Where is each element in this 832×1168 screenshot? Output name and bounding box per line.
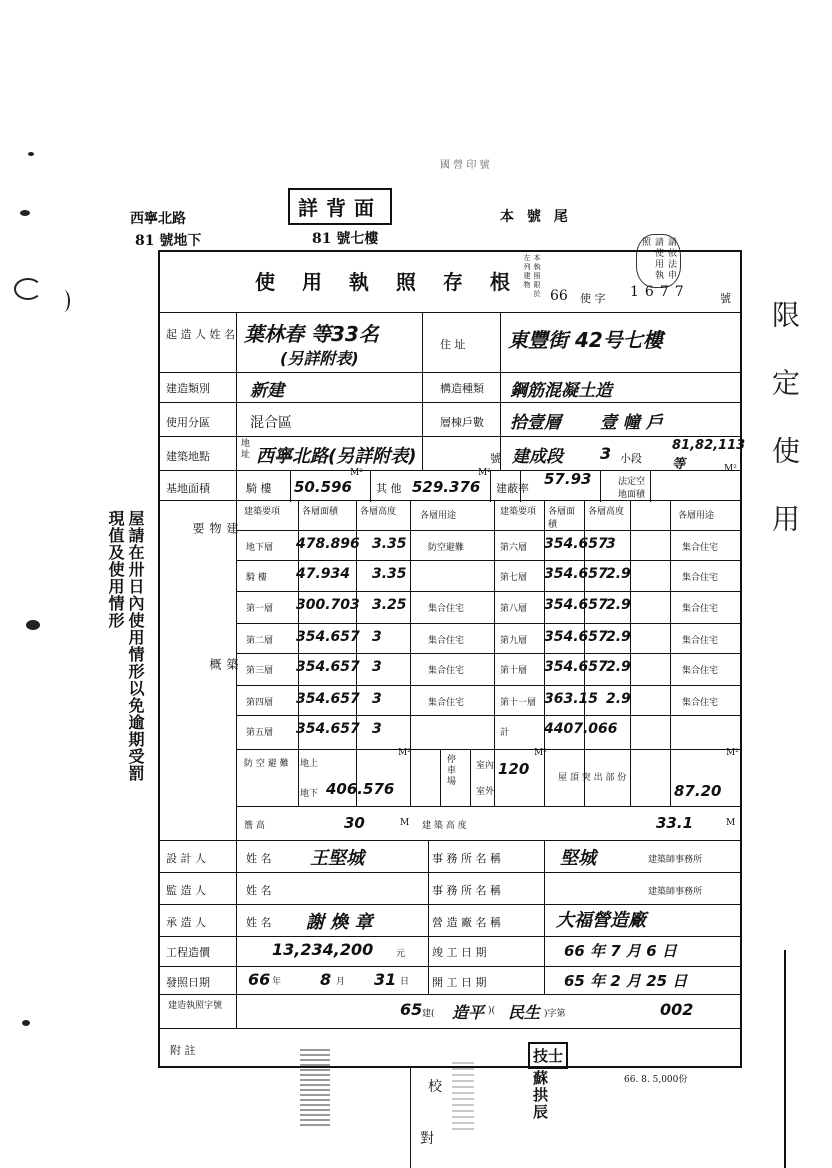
floor-area: 354.657 — [296, 721, 360, 737]
land-area-label: 基地面積 — [166, 482, 210, 495]
shelter-down-value: 406.576 — [326, 780, 395, 798]
arcade-label: 騎 樓 — [246, 482, 272, 495]
parking-unit: M² — [534, 748, 547, 758]
floor-name-right: 第八層 — [500, 604, 528, 614]
middle-address: 81 號七樓 — [312, 231, 379, 247]
floor-area: 47.934 — [296, 566, 351, 582]
contractor-name: 謝 煥 章 — [306, 912, 373, 933]
license-number: 1677 — [630, 284, 690, 300]
scan-mark — [58, 290, 70, 312]
floor-height-right: 2.9 — [606, 659, 631, 675]
contractor-name-label: 姓 名 — [246, 916, 272, 929]
floor-height-right: 2.9 — [606, 597, 631, 613]
vertical-rule — [410, 1068, 411, 1168]
address-value: 東豐街 42号七樓 — [508, 328, 663, 352]
builder-label: 起 造 人 姓 名 — [166, 328, 235, 341]
scan-speck — [22, 1020, 30, 1026]
designer-office-label: 事 務 所 名 稱 — [432, 852, 501, 865]
floor-name-right: 第十一層 — [500, 698, 537, 708]
floors-label: 層棟戶數 — [440, 416, 484, 429]
parking-out-label: 室外 — [476, 787, 495, 797]
roof-unit: M² — [726, 748, 739, 758]
parking-in-label: 室內 — [476, 761, 495, 771]
floor-name-right: 第七層 — [500, 573, 528, 583]
scan-mark — [14, 278, 42, 300]
left-address-line2: 81 號地下 — [135, 233, 202, 249]
floor-use-right: 集合住宅 — [682, 636, 719, 646]
floor-use-right: 集合住宅 — [682, 573, 719, 583]
open-space-unit: M² — [724, 464, 737, 474]
lot-number: 81,82,113等 — [672, 438, 746, 472]
floor-height-right: 3 — [606, 536, 616, 552]
license-prefix: 66 — [550, 288, 568, 304]
scan-speck — [20, 210, 30, 216]
floor-height: 3.25 — [372, 597, 407, 613]
floor-height: 3 — [372, 659, 382, 675]
type-label: 建造類別 — [166, 382, 210, 395]
technician-name-stamp: 蘇拱辰 — [531, 1070, 549, 1121]
floor-name: 第二層 — [246, 636, 274, 646]
print-note: 66. 8. 5,000份 — [624, 1075, 688, 1085]
floor-height: 3 — [372, 721, 382, 737]
col-head-item: 建築要項 — [244, 507, 281, 517]
issue-year: 66 — [248, 970, 271, 989]
floor-area-right: 354.657 — [544, 629, 608, 645]
floor-height: 3 — [372, 629, 382, 645]
faint-stamp-mark — [300, 1046, 330, 1126]
finish-date-value: 66 年 7 月 6 日 — [564, 942, 677, 960]
permit-mid1: 建( — [422, 1009, 435, 1019]
issue-date-label: 發照日期 — [166, 976, 210, 989]
faint-stamp-mark — [452, 1060, 474, 1130]
page-edge — [784, 950, 786, 1168]
floor-area: 354.657 — [296, 659, 360, 675]
cost-label: 工程造價 — [166, 946, 210, 959]
floor-name: 第四層 — [246, 698, 274, 708]
form-title: 使 用 執 照 存 根 — [255, 270, 520, 294]
permit-mid2: )( — [488, 1006, 496, 1016]
designer-office: 堅城 — [560, 848, 596, 869]
left-address-line1: 西寧北路 — [130, 211, 186, 227]
floor-name: 第三層 — [246, 666, 274, 676]
floor-area: 300.703 — [296, 597, 360, 613]
shelter-label: 防 空 避 難 — [244, 759, 289, 769]
floor-height: 3.35 — [372, 536, 407, 552]
other-label: 其 他 — [376, 482, 402, 495]
designer-name: 王堅城 — [310, 848, 364, 869]
supervisor-office-label: 事 務 所 名 稱 — [432, 884, 501, 897]
side-note: 本執照限於左列建物 — [523, 254, 541, 299]
permit-label: 建造執照字號 — [168, 1001, 223, 1011]
lot-section: 建成段 — [512, 447, 563, 467]
building-height-label: 建 築 高 度 — [422, 821, 467, 831]
sub-section-label: 小段 — [620, 452, 642, 465]
header-right-label: 本 號 尾 — [500, 209, 572, 225]
floor-area: 354.657 — [296, 691, 360, 707]
location-sub: 地址 — [239, 438, 249, 460]
eave-height-unit: M — [400, 818, 410, 828]
location-label: 建築地點 — [166, 450, 210, 463]
floor-name: 第五層 — [246, 728, 274, 738]
coverage-label: 建蔽率 — [496, 482, 529, 495]
units-value: 壹 幢 戶 — [600, 413, 663, 433]
left-margin-note: 屋請在卅日內使用情形以免逾期受罰 — [126, 510, 145, 782]
arcade-area: 50.596 — [294, 478, 352, 496]
floor-name-right: 第六層 — [500, 543, 528, 553]
floor-area: 354.657 — [296, 629, 360, 645]
floor-use-right: 集合住宅 — [682, 666, 719, 676]
issue-year-label: 年 — [272, 977, 282, 987]
designer-label: 設 計 人 — [166, 852, 206, 865]
col-head-area-right: 各層面積 — [548, 507, 576, 530]
zone-label: 使用分區 — [166, 416, 210, 429]
faded-top-stamp: 國 營 印 號 — [440, 160, 490, 171]
eave-height-value: 30 — [344, 814, 365, 832]
builder-sub: (另詳附表) — [280, 349, 359, 368]
floor-height: 3.35 — [372, 566, 407, 582]
license-label: 使 字 — [580, 292, 606, 305]
issue-month-label: 月 — [336, 977, 346, 987]
floor-name: 第一層 — [246, 604, 274, 614]
building-height-value: 33.1 — [656, 814, 694, 832]
floor-area-right: 363.15 — [544, 691, 599, 707]
scan-speck — [28, 152, 34, 156]
zone-value: 混合區 — [250, 415, 292, 431]
issue-day: 31 — [374, 970, 397, 989]
detail-back-stamp: 詳背面 — [288, 188, 392, 225]
lot-label: 號 — [490, 452, 501, 465]
roof-value: 87.20 — [674, 782, 722, 800]
floor-area-right: 4407.066 — [544, 721, 618, 737]
floor-name-right: 第十層 — [500, 666, 528, 676]
permit-number: 002 — [660, 1000, 694, 1019]
technician-stamp: 技士 — [528, 1042, 568, 1069]
col-head-height-right: 各層高度 — [588, 507, 625, 517]
floor-area-right: 354.657 — [544, 659, 608, 675]
check-label-2: 對 — [420, 1131, 434, 1147]
arcade-unit: M² — [350, 468, 363, 478]
sub-section-number: 3 — [600, 444, 612, 463]
permit-word1: 造平 — [452, 1003, 485, 1022]
open-space-label: 法定空地面積 — [618, 477, 646, 500]
parking-value: 120 — [498, 760, 530, 778]
designer-office-suffix: 建築師事務所 — [648, 855, 703, 865]
col-head-height: 各層高度 — [360, 507, 397, 517]
cost-unit: 元 — [396, 949, 406, 959]
start-date-value: 65 年 2 月 25 日 — [564, 972, 688, 990]
floor-use: 集合住宅 — [428, 666, 465, 676]
issue-day-label: 日 — [400, 977, 410, 987]
roof-label: 屋 頂 突 出 部 份 — [558, 773, 627, 783]
supervisor-name-label: 姓 名 — [246, 884, 272, 897]
cost-value: 13,234,200 — [272, 940, 374, 959]
floor-area-right: 354.657 — [544, 566, 608, 582]
col-head-area: 各層面積 — [302, 507, 339, 517]
floor-height-right: 2.9 — [606, 691, 631, 707]
floor-height: 3 — [372, 691, 382, 707]
supervisor-label: 監 造 人 — [166, 884, 206, 897]
floor-name: 騎 樓 — [246, 573, 267, 583]
floor-use: 集合住宅 — [428, 698, 465, 708]
check-label: 校 — [428, 1079, 442, 1095]
floor-use-right: 集合住宅 — [682, 604, 719, 614]
eave-height-label: 簷 高 — [244, 821, 265, 831]
shelter-up-label: 地上 — [300, 759, 319, 769]
shelter-down-label: 地下 — [300, 789, 319, 799]
structure-label: 構造種類 — [440, 382, 484, 395]
floor-height-right: 2.9 — [606, 566, 631, 582]
col-head-item-right: 建築要項 — [500, 507, 537, 517]
contractor-label: 承 造 人 — [166, 916, 206, 929]
other-unit: M² — [478, 468, 491, 478]
col-head-use-right: 各層用途 — [678, 511, 715, 521]
corner-stamp: 請依法申請使用執照 — [636, 234, 681, 288]
company-label: 營 造 廠 名 稱 — [432, 916, 501, 929]
parking-label: 停車場 — [445, 754, 455, 787]
right-margin-text: 限定使用 — [768, 300, 801, 572]
address-label: 住 址 — [440, 338, 466, 351]
floor-name: 地下層 — [246, 543, 274, 553]
permit-word2: 民生 — [508, 1003, 541, 1022]
supervisor-office-suffix: 建築師事務所 — [648, 887, 703, 897]
floor-area-right: 354.657 — [544, 597, 608, 613]
company-value: 大福營造廠 — [556, 910, 646, 931]
left-margin-note-2: 現值及使用情形 — [106, 510, 125, 629]
floor-use-right: 集合住宅 — [682, 543, 719, 553]
permit-year: 65 — [400, 1000, 423, 1019]
building-summary-title: 建 築 物 概 要 — [191, 522, 239, 730]
floor-use: 防空避難 — [428, 543, 465, 553]
license-form — [158, 250, 746, 1068]
structure-value: 鋼筋混凝土造 — [510, 381, 612, 401]
type-value: 新建 — [250, 381, 284, 401]
shelter-unit: M² — [398, 748, 411, 758]
building-height-unit: M — [726, 818, 736, 828]
floor-use-right: 集合住宅 — [682, 698, 719, 708]
floor-use: 集合住宅 — [428, 604, 465, 614]
floor-height-right: 2.9 — [606, 629, 631, 645]
finish-date-label: 竣 工 日 期 — [432, 946, 487, 959]
location-value: 西寧北路(另詳附表) — [256, 446, 417, 467]
floor-name-right: 第九層 — [500, 636, 528, 646]
other-area: 529.376 — [412, 478, 481, 496]
start-date-label: 開 工 日 期 — [432, 976, 487, 989]
floors-value: 拾壹層 — [510, 413, 561, 433]
coverage-value: 57.93 — [544, 470, 592, 488]
designer-name-label: 姓 名 — [246, 852, 272, 865]
floor-area-right: 354.657 — [544, 536, 608, 552]
license-suffix: 號 — [720, 292, 731, 305]
floor-use: 集合住宅 — [428, 636, 465, 646]
issue-month: 8 — [320, 970, 332, 989]
permit-mid3: )字第 — [544, 1009, 566, 1019]
builder-name: 葉林春 等33名 — [244, 322, 379, 346]
floor-name-right: 計 — [500, 728, 510, 738]
col-head-use: 各層用途 — [420, 511, 457, 521]
floor-area: 478.896 — [296, 536, 360, 552]
scan-speck — [26, 620, 40, 630]
remark-label: 附 註 — [170, 1044, 196, 1057]
